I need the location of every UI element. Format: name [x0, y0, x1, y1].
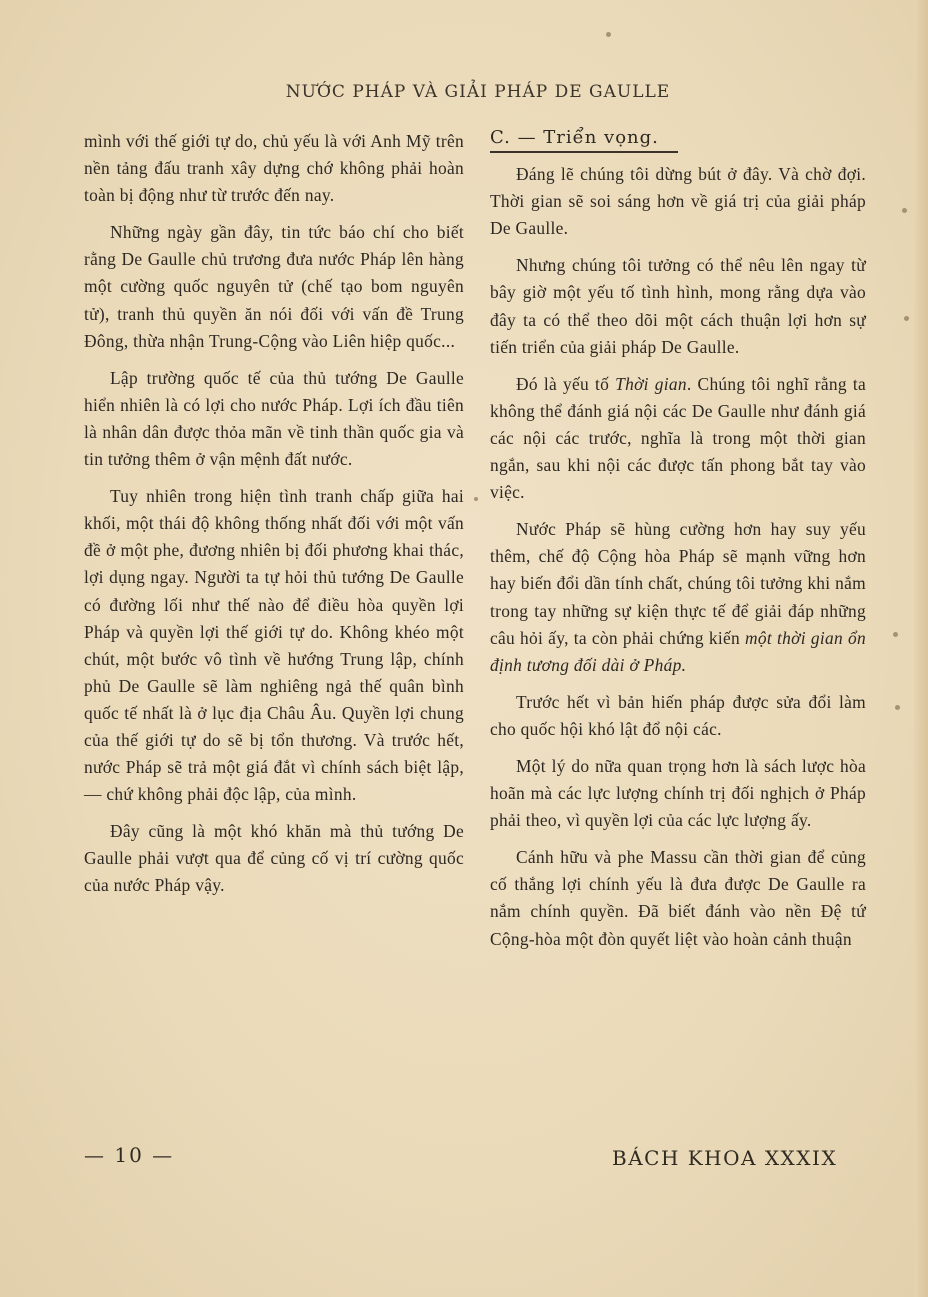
italic-phrase: một thời gian ổn định tương đối dài ở Pháp.	[490, 627, 866, 675]
paper-speck	[606, 32, 611, 37]
paper-speck	[474, 497, 478, 501]
paper-speck	[893, 632, 898, 637]
paper-speck	[902, 208, 907, 213]
paragraph: mình với thế giới tự do, chủ yếu là với Anh Mỹ trên nền tảng đấu tranh xây dựng chớ không phải hoàn toàn bị động như từ trước đến nay.	[84, 131, 464, 206]
page-number: — 10 —	[84, 1143, 175, 1167]
publication-name: BÁCH KHOA XXXIX	[612, 1146, 838, 1170]
paragraph: Cánh hữu và phe Massu cần thời gian để củng cố thắng lợi chính yếu là đưa được De Gaulle ra nắm chính quyền. Đã biết đánh vào nền Đệ tứ Cộng-hòa một đòn quyết liệt vào hoàn cảnh thuận	[490, 847, 866, 949]
italic-term: Thời gian	[615, 373, 687, 394]
heading-underline	[490, 151, 678, 153]
page-edge	[914, 0, 928, 1297]
section-heading-wrap	[490, 124, 866, 151]
paragraph: Một lý do nữa quan trọng hơn là sách lược hòa hoãn mà các lực lượng chính trị đối nghịch ở Pháp phải theo, vì quyền lợi của các lực lượng ấy.	[490, 755, 866, 831]
text-run: Nước Pháp sẽ hùng cường hơn hay suy yếu thêm, chế độ Cộng hòa Pháp sẽ mạnh vững hơn hay biến đổi dần tính chất, chúng tôi tưởng khi nắm trong tay những sự kiện thực tế để giải đáp những câu hỏi ấy, ta còn phải chứng kiến	[490, 519, 866, 648]
text-run: Đó là yếu tố	[516, 373, 616, 394]
paragraph: Nhưng chúng tôi tưởng có thể nêu lên ngay từ bây giờ một yếu tố tình hình, mong rằng dựa vào đây ta có thể theo dõi một cách thuận lợi hơn sự tiến triển của giải pháp De Gaulle.	[490, 255, 866, 357]
running-header: NƯỚC PHÁP VÀ GIẢI PHÁP DE GAULLE	[285, 82, 671, 102]
paragraph: Đây cũng là một khó khăn mà thủ tướng De Gaulle phải vượt qua để củng cố vị trí cường quốc của nước Pháp vậy.	[84, 821, 464, 896]
paragraph: Tuy nhiên trong hiện tình tranh chấp giữa hai khối, một thái độ không thống nhất đối với một vấn đề ở một phe, đương nhiên bị đối phương khai thác, lợi dụng ngay. Người ta tự hỏi thủ tướng De Gaulle có đường lối như thế nào để điều hòa quyền lợi Pháp và quyền lợi thế giới tự do. Không khéo một chút, một bước vô tình về hướng Trung lập, chính phủ De Gaulle sẽ làm nghiêng ngả thế quân bình quốc tế nhất là ở lục địa Châu Âu. Quyền lợi chung của thế giới tự do sẽ bị tổn thương. Và trước hết, nước Pháp sẽ trả một giá đắt vì chính sách biệt lập, — chứ không phải độc lập, của mình.	[84, 486, 464, 805]
paper-speck	[895, 705, 900, 710]
paper-speck	[904, 316, 909, 321]
paragraph: Lập trường quốc tế của thủ tướng De Gaulle hiển nhiên là có lợi cho nước Pháp. Lợi ích đầu tiên là nhân dân được thỏa mãn về tinh thần quốc gia và tin tưởng thêm ở vận mệnh đất nước.	[84, 367, 464, 470]
text-run: . Chúng tôi nghĩ rằng ta không thể đánh giá nội các De Gaulle như đánh giá các nội các trước, nghĩa là trong một thời gian ngắn, sau khi nội các được tấn phong bắt tay vào việc.	[490, 373, 867, 503]
paragraph-time-factor	[490, 371, 866, 506]
paragraph: Những ngày gần đây, tin tức báo chí cho biết rằng De Gaulle chủ trương đưa nước Pháp lên hàng một cường quốc nguyên tử (chế tạo bom nguyên tử), tranh thủ quyền ăn nói đối với vấn đề Trung Đông, thừa nhận Trung-Cộng vào Liên hiệp quốc...	[84, 222, 464, 351]
paragraph-future	[490, 516, 866, 679]
left-column	[84, 128, 464, 910]
right-column	[490, 128, 866, 963]
section-heading: C. — Triển vọng.	[490, 127, 659, 148]
paragraph: Trước hết vì bản hiến pháp được sửa đổi làm cho quốc hội khó lật đổ nội các.	[490, 691, 866, 739]
paragraph: Đáng lẽ chúng tôi dừng bút ở đây. Và chờ đợi. Thời gian sẽ soi sáng hơn về giá trị của giải pháp De Gaulle.	[490, 164, 866, 239]
